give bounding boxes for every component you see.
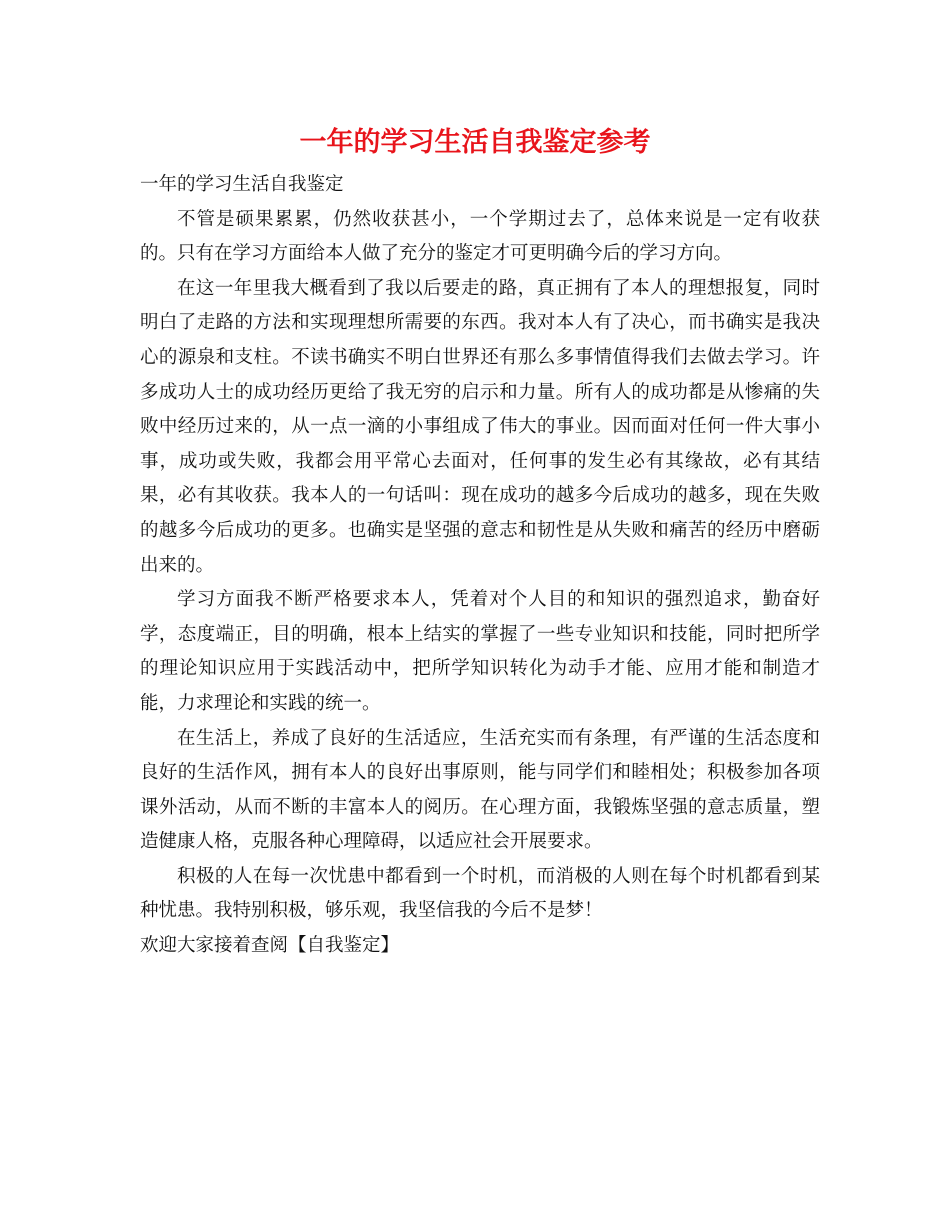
paragraph-5: 积极的人在每一次忧患中都看到一个时机，而消极的人则在每个时机都看到某种忧患。我特别积极，够乐观，我坚信我的今后不是梦！ — [140, 865, 820, 922]
paragraph-2: 在这一年里我大概看到了我以后要走的路，真正拥有了本人的理想报复，同时明白了走路的方法和实现理想所需要的东西。我对本人有了决心，而书确实是我决心的源泉和支柱。不读书确实不明白世界还有那么多事情值得我们去做去学习。许多成功人士的成功经历更给了我无穷的启示和力量。所有人的成功都是从惨痛的失败中经历过来的，从一点一滴的小事组成了伟大的事业。因而面对任何一件大事小事，成功或失败，我都会用平常心去面对，任何事的发生必有其缘故，必有其结果，必有其收获。我本人的一句话叫：现在成功的越多今后成功的越多，现在失败的越多今后成功的更多。也确实是坚强的意志和韧性是从失败和痛苦的经历中磨砺出来的。 — [140, 277, 820, 576]
paragraph-4: 在生活上，养成了良好的生活适应，生活充实而有条理，有严谨的生活态度和良好的生活作风，拥有本人的良好出事原则，能与同学们和睦相处；积极参加各项课外活动，从而不断的丰富本人的阅历。在心理方面，我锻炼坚强的意志质量，塑造健康人格，克服各种心理障碍，以适应社会开展要求。 — [140, 727, 820, 853]
paragraph-3: 学习方面我不断严格要求本人，凭着对个人目的和知识的强烈追求，勤奋好学，态度端正，目的明确，根本上结实的掌握了一些专业知识和技能，同时把所学的理论知识应用于实践活动中，把所学知识转化为动手才能、应用才能和制造才能，力求理论和实践的统一。 — [140, 589, 820, 714]
document-body — [140, 168, 820, 964]
footer-link-text: 欢迎大家接着查阅【自我鉴定】 — [140, 935, 400, 957]
paragraph-1: 不管是硕果累累，仍然收获甚小，一个学期过去了，总体来说是一定有收获的。只有在学习方面给本人做了充分的鉴定才可更明确今后的学习方向。 — [140, 208, 820, 265]
document-title: 一年的学习生活自我鉴定参考 — [299, 127, 651, 158]
document-subtitle: 一年的学习生活自我鉴定 — [140, 174, 344, 195]
